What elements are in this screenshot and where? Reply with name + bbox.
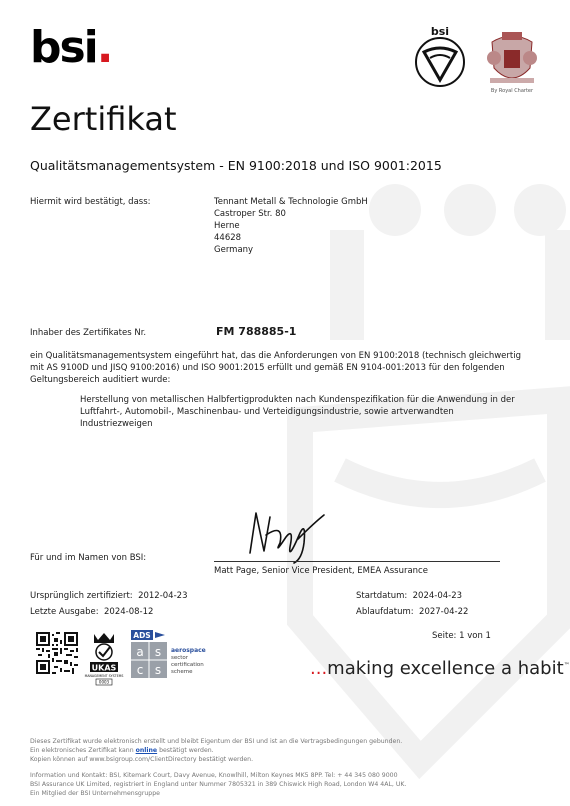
originally-certified-value: 2012-04-23 [138,591,188,601]
footer-line5: BSI Assurance UK Limited, registriert in England unter Nummer 7805321 in 389 Chiswick High Road, London W4 4AL, UK. [30,781,407,788]
confirm-label: Hiermit wird bestätigt, dass: [30,197,151,207]
as-letter-c: c [136,663,144,677]
start-date-label: Startdatum: [356,591,408,601]
as-letter-a: a [136,645,144,659]
ukas-badge [84,630,124,686]
cert-number: FM 788885-1 [216,325,297,338]
certificate-title: Zertifikat [30,100,177,138]
originally-certified-label: Ursprünglich zertifiziert: [30,591,133,601]
bsi-tagline [310,658,570,679]
start-date [356,590,462,602]
page-number: Seite: 1 von 1 [432,631,491,641]
statement-text: ein Qualitätsmanagementsystem eingeführt hat, das die Anforderungen von EN 9100:2018 (technisch gleichwertig mit AS 9100D und JISQ 9100:2016) und ISO 9001:2015 erfüllt und gemäß EN 9104-001:2013 für den folgenden Geltungsbereich auditiert wurde: [30,351,521,385]
ukas-crown-tick-icon [84,630,124,686]
certificate-subtitle: Qualitätsmanagementsystem - EN 9100:2018 und ISO 9001:2015 [30,158,442,173]
footer-line4: Information und Kontakt: BSI, Kitemark Court, Davy Avenue, Knowlhill, Milton Keynes MK5 8PP. Tel: + 44 345 080 9000 [30,772,398,779]
company-name: Tennant Metall & Technologie GmbH [214,197,368,207]
footer-line2: Ein elektronisches Zertifikat kann online bestätigt werden. [30,747,214,754]
royal-crest-icon [484,28,540,94]
company-country: Germany [214,245,254,255]
footer-line3: Kopien können auf www.bsigroup.com/ClientDirectory bestätigt werden. [30,756,254,763]
footer-notice [30,737,540,764]
tagline-tm: ™ [563,662,570,669]
online-verify-link[interactable]: online [135,747,158,754]
start-date-value: 2024-04-23 [412,591,463,601]
signature-image [244,503,328,565]
signer-name: Matt Page, Senior Vice President, EMEA Assurance [214,566,428,576]
as-letter-s2: s [154,663,162,677]
expiry-date-value: 2027-04-22 [419,607,469,617]
expiry-date [356,606,468,618]
as-letter-s: s [154,645,162,659]
company-address [214,196,368,256]
last-issue-label: Letzte Ausgabe: [30,607,99,617]
aerospace-icon [131,630,211,680]
footer-line6: Ein Mitglied der BSI Unternehmensgruppe [30,790,160,797]
last-issue [30,606,153,618]
aerospace-line1: aerospace [171,647,206,654]
tagline-dots: ... [310,658,328,679]
last-issue-value: 2024-08-12 [104,607,154,617]
originally-certified [30,590,187,602]
expiry-date-label: Ablaufdatum: [356,607,414,617]
bsi-logo: bsi. [30,22,112,73]
signature-line [214,561,500,562]
qr-code[interactable] [36,632,78,674]
aerospace-line2: sector [171,655,189,661]
footer-line1: Dieses Zertifikat wurde elektronisch erstellt und bleibt Eigentum der BSI und ist an die Vertragsbedingungen gebunden. [30,738,403,745]
footer-contact [30,771,540,798]
ads-text: ADS [133,631,151,640]
ukas-number: 0003 [98,679,110,685]
company-city: Herne [214,221,240,231]
aerospace-scheme-badge [131,630,211,680]
royal-charter-text: By Royal Charter [490,88,534,94]
tagline-text: making excellence a habit [327,658,564,679]
ukas-sub: MANAGEMENT SYSTEMS [84,674,124,678]
kitemark-text: bsi [430,25,450,38]
kitemark-icon [414,24,466,88]
aerospace-line4: scheme [171,669,193,675]
aerospace-line3: certification [171,662,204,668]
company-zip: 44628 [214,233,242,243]
on-behalf-label: Für und im Namen von BSI: [30,553,147,563]
cert-holder-label: Inhaber des Zertifikates Nr. [30,328,147,338]
scope-text: Herstellung von metallischen Halbfertigprodukten nach Kundenspezifikation für die Anwendung in der Luftfahrt-, Automobil-, Maschinenbau- und Verteidigungsindustrie, sowie artverwandten Industriezweigen [80,395,515,429]
ukas-name: UKAS [91,663,117,673]
company-street: Castroper Str. 80 [214,209,286,219]
